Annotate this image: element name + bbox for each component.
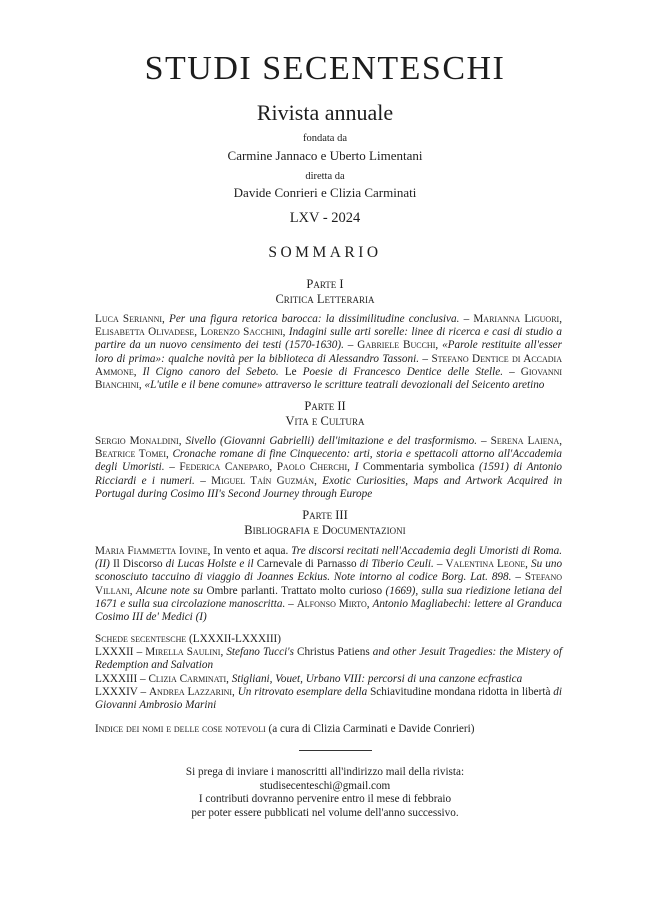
entry-title-roman: Schiavitudine mondana ridotta in libertà [370, 686, 551, 698]
entry-title-end: (1591) di Antonio Ricciardi e i numeri. [95, 461, 563, 487]
entry-title-end: Poesie di Francesco Dentice delle Stelle. [302, 365, 504, 378]
scheda-number: LXXXIII – [95, 673, 146, 685]
index-label: Indice dei nomi e delle cose notevoli [95, 723, 266, 735]
part-3-label: Parte III [302, 508, 348, 522]
entry-title: Stefano Tucci's [226, 646, 294, 658]
entry-title: «Parole restituite all'esser loro di prima»: qualche novità per la biblioteca di Alessandro Tassoni. [95, 339, 563, 365]
entry-author: Federica Caneparo, Paolo Cherchi, [179, 461, 350, 474]
directed-label: diretta da [305, 171, 345, 182]
entry-title-roman: Christus Patiens [297, 646, 370, 658]
entry-author: Stefano Villani, [95, 571, 563, 597]
entry-author: Giovanni Bianchini, [95, 365, 563, 392]
entry-author: Andrea Lazzarini, [148, 686, 235, 698]
entry-title-roman: Le [284, 365, 297, 378]
entry-author: Mirella Saulini, [145, 646, 224, 658]
entry-title: I [354, 461, 359, 474]
part-2-label: Parte II [304, 399, 346, 413]
entry-title: Antonio Magliabechi: lettere al Granduca Cosimo III de' Medici (I) [95, 597, 563, 624]
entry-title-roman: Il Discorso [112, 558, 163, 571]
entry-title: Indagini sulle arti sorelle: linee di ricerca e casi di studio a partire da un nuovo censimento dei testi (1570-1630). [95, 326, 562, 352]
footer-line: I contributi dovranno pervenire entro il mese di febbraio [198, 793, 452, 805]
scheda-item [95, 686, 562, 712]
entry-author: Gabriele Bucchi, [357, 339, 439, 352]
entry-author: Marianna Liguori, Elisabetta Olivadese, Lorenzo Sacchini, [95, 313, 563, 339]
entry-author: Clizia Carminati, [148, 673, 229, 685]
entry-author: Miguel Taín Guzmán, [211, 474, 317, 487]
entry-title-tail: di Tiberio Ceuli. [359, 558, 434, 571]
divider [299, 750, 372, 751]
founders: Carmine Jannaco e Uberto Limentani [227, 148, 423, 163]
entry-title: Il Cigno canoro del Sebeto. [142, 365, 279, 378]
founded-label: fondata da [302, 133, 348, 144]
summary-heading: SOMMARIO [268, 244, 382, 261]
schede-heading [95, 633, 562, 646]
part-3-entries: Maria Fiammetta Iovine, In vento et aqua. Tre discorsi recitati nell'Accademia degli Umoristi di Roma. (II) Il Discorso di Lucas Holste e il Carnevale di Parnasso di Tiberio Ceuli. – Valentina Leone, Su uno sconosciuto taccuino di viaggio di Joannes Eckius. Note intorno al codice Borg. Lat. 898. – Stefano Villani, Alcune note su Ombre parlanti. Trattato molto curioso (1669), sulla sua riedizione letiana del 1671 e sulla sua circolazione manoscritta. – Alfonso Mirto, Antonio Magliabechi: lettere al Granduca Cosimo III de' Medici (I) [95, 545, 563, 624]
entry-title: «L'utile e il bene comune» attraverso le scritture teatrali devozionali del Seicento aretino [144, 379, 545, 392]
schede-label: Schede secentesche [95, 633, 187, 645]
entry-title: Cronache romane di fine Cinquecento: arti, storia e spettacoli attorno all'Accademia degli Umoristi. [95, 448, 563, 474]
part-2-title: Vita e Cultura [285, 414, 365, 428]
part-1-entries: Luca Serianni, Per una figura retorica barocca: la dissimilitudine conclusiva. – Marianna Liguori, Elisabetta Olivadese, Lorenzo Sacchini, Indagini sulle arti sorelle: linee di ricerca e casi di studio a partire da un nuovo censimento dei testi (1570-1630). – Gabriele Bucchi, «Parole restituite all'esser loro di prima»: qualche novità per la biblioteca di Alessandro Tassoni. – Stefano Dentice di Accadia Ammone, Il Cigno canoro del Sebeto. Le Poesie di Francesco Dentice delle Stelle. – Giovanni Bianchini, «L'utile e il bene comune» attraverso le scritture teatrali devozionali del Seicento aretino [95, 313, 563, 392]
scheda-item [95, 673, 562, 686]
entry-author: Sergio Monaldini, [95, 435, 182, 447]
entry-author: Luca Serianni, [95, 313, 165, 325]
footer-email: studisecenteschi@gmail.com [259, 779, 391, 792]
entry-title: Alcune note su [135, 584, 204, 597]
entry-title: Exotic Curiosities, Maps and Artwork Acquired in Portugal during Cosimo III's Second Journey through Europe [95, 474, 563, 500]
entry-title-end: (1669), sulla sua riedizione letiana del 1671 e sulla sua circolazione manoscritta. [95, 584, 563, 610]
journal-subtitle: Rivista annuale [256, 100, 394, 125]
entry-title: Un ritrovato esemplare della [237, 686, 368, 698]
entry-title: di Lucas Holste e il [165, 558, 254, 571]
journal-title: STUDI SECENTESCHI [144, 50, 506, 87]
entry-author: Stefano Dentice di Accadia Ammone, [95, 352, 563, 378]
entry-author: Valentina Leone, [445, 558, 528, 571]
entry-title-end: Carnevale di Parnasso [256, 558, 357, 571]
entry-title-roman: Ombre parlanti. Trattato molto curioso [206, 584, 383, 597]
footer-note [0, 766, 650, 820]
index-note: (a cura di Clizia Carminati e Davide Conrieri) [268, 723, 475, 735]
scheda-number: LXXXII – [95, 646, 143, 658]
schede-range: (LXXXII-LXXXIII) [189, 633, 281, 645]
issue-number: LXV - 2024 [289, 210, 361, 226]
part-1-label: Parte I [306, 277, 344, 291]
entry-title-end: and other Jesuit Tragedies: the Mistery of Redemption and Salvation [95, 646, 563, 672]
footer-line: per poter essere pubblicati nel volume dell'anno successivo. [191, 806, 459, 819]
part-2-entries: Sergio Monaldini, Sivello (Giovanni Gabrielli) dell'imitazione e del trasformismo. – Serena Laiena, Beatrice Tomei, Cronache romane di fine Cinquecento: arti, storia e spettacoli attorno all'Accademia degli Umoristi. – Federica Caneparo, Paolo Cherchi, I Commentaria symbolica (1591) di Antonio Ricciardi e i numeri. – Miguel Taín Guzmán, Exotic Curiosities, Maps and Artwork Acquired in Portugal during Cosimo III's Second Journey through Europe [95, 435, 563, 500]
index-entry [95, 723, 562, 736]
entry-title: Su uno sconosciuto taccuino di viaggio di Joannes Eckius. Note intorno al codice Borg. Lat. 898. [95, 558, 563, 584]
entry-title: Per una figura retorica barocca: la dissimilitudine conclusiva. [169, 313, 460, 325]
entry-author: Serena Laiena, Beatrice Tomei, [95, 435, 563, 461]
entry-title: Stigliani, Vouet, Urbano VIII: percorsi di una canzone ecfrastica [231, 673, 523, 685]
entry-author: Maria Fiammetta Iovine, [95, 545, 211, 557]
footer-line: Si prega di inviare i manoscritti all'indirizzo mail della rivista: [185, 766, 465, 778]
part-1-title: Critica Letteraria [275, 292, 375, 306]
scheda-item [95, 646, 562, 672]
entry-title-end: di Giovanni Ambrosio Marini [95, 686, 562, 712]
scheda-number: LXXXIV – [95, 686, 147, 698]
entry-title-roman: Commentaria symbolica [362, 461, 475, 474]
entry-title: Tre discorsi recitati nell'Accademia degli Umoristi di Roma. (II) [95, 545, 563, 571]
directors: Davide Conrieri e Clizia Carminati [233, 185, 417, 200]
entry-author: Alfonso Mirto, [296, 597, 370, 610]
part-3-title: Bibliografia e Documentazioni [244, 523, 406, 537]
entry-title-roman: In vento et aqua. [213, 545, 289, 557]
entry-title: Sivello (Giovanni Gabrielli) dell'imitazione e del trasformismo. [185, 435, 477, 447]
